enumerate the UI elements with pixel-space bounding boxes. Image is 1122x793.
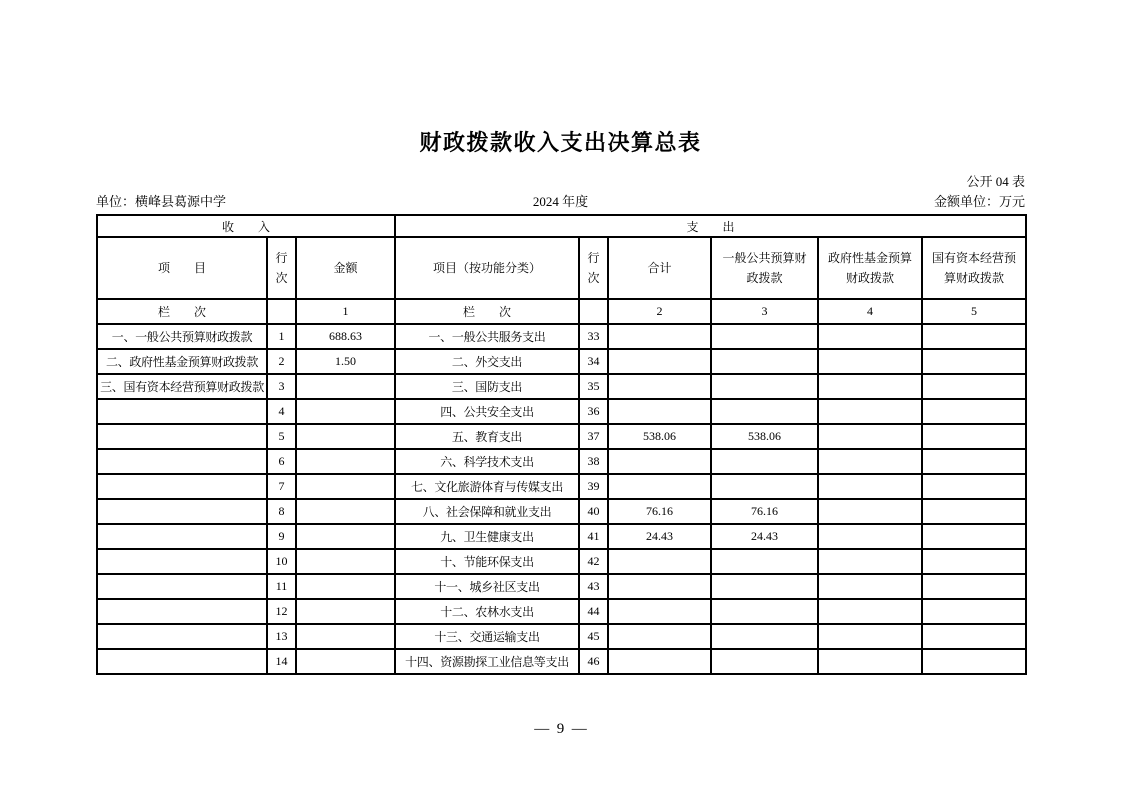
table-row [97,374,1026,399]
cell-total [608,349,711,374]
cell-gov-fund [818,574,922,599]
section-header-income: 收 入 [97,215,395,237]
cell-general [711,574,818,599]
cell-income-amount [296,399,395,424]
cell-general [711,599,818,624]
fiscal-table [96,214,1027,675]
cell-general [711,349,818,374]
table-code: 公开 04 表 [966,174,1025,189]
cell-expense-item: 七、文化旅游体育与传媒支出 [395,474,579,499]
column-index-row [97,299,1026,324]
table-row [97,549,1026,574]
cell-income-item [97,399,267,424]
cell-expense-no: 39 [579,474,608,499]
cell-income-no: 3 [267,374,296,399]
cell-income-item [97,499,267,524]
cell-general [711,474,818,499]
cell-income-item: 一、一般公共预算财政拨款 [97,324,267,349]
unit-label: 单位：横峰县葛源中学 [96,194,227,209]
col-header-general-budget: 一般公共预算财政拨款 [711,237,818,299]
cell-state-capital [922,524,1026,549]
cell-income-amount [296,574,395,599]
cell-state-capital [922,349,1026,374]
page-number: — 9 — [534,721,587,737]
cell-general: 76.16 [711,499,818,524]
index-income-label: 栏 次 [97,299,267,324]
cell-expense-item: 八、社会保障和就业支出 [395,499,579,524]
cell-gov-fund [818,649,922,674]
cell-income-amount [296,499,395,524]
col-header-expense-row-no: 行次 [579,237,608,299]
cell-expense-no: 41 [579,524,608,549]
cell-gov-fund [818,549,922,574]
cell-general [711,374,818,399]
cell-expense-item: 十二、农林水支出 [395,599,579,624]
table-row [97,324,1026,349]
cell-expense-item: 十、节能环保支出 [395,549,579,574]
column-header-row [97,237,1026,299]
cell-income-item: 三、国有资本经营预算财政拨款 [97,374,267,399]
cell-expense-item: 九、卫生健康支出 [395,524,579,549]
table-body [97,324,1026,674]
cell-total: 538.06 [608,424,711,449]
cell-income-amount: 1.50 [296,349,395,374]
cell-income-amount [296,624,395,649]
index-state-capital-no: 5 [922,299,1026,324]
page-content [96,0,1025,738]
cell-general [711,324,818,349]
cell-total [608,549,711,574]
table-row [97,424,1026,449]
cell-general [711,399,818,424]
meta-row [96,191,1025,214]
cell-expense-item: 五、教育支出 [395,424,579,449]
cell-expense-no: 46 [579,649,608,674]
table-row [97,599,1026,624]
cell-state-capital [922,574,1026,599]
cell-expense-item: 四、公共安全支出 [395,399,579,424]
cell-expense-item: 十四、资源勘探工业信息等支出 [395,649,579,674]
cell-general [711,649,818,674]
cell-state-capital [922,624,1026,649]
cell-state-capital [922,399,1026,424]
cell-total [608,624,711,649]
cell-income-item [97,524,267,549]
cell-income-amount [296,424,395,449]
cell-gov-fund [818,499,922,524]
cell-income-item [97,574,267,599]
cell-expense-no: 38 [579,449,608,474]
cell-income-amount [296,449,395,474]
cell-expense-item: 二、外交支出 [395,349,579,374]
cell-income-no: 12 [267,599,296,624]
cell-income-no: 7 [267,474,296,499]
cell-income-no: 10 [267,549,296,574]
cell-income-item: 二、政府性基金预算财政拨款 [97,349,267,374]
cell-state-capital [922,474,1026,499]
cell-income-no: 9 [267,524,296,549]
cell-income-item [97,449,267,474]
cell-income-item [97,424,267,449]
cell-total [608,574,711,599]
cell-expense-item: 十一、城乡社区支出 [395,574,579,599]
cell-gov-fund [818,449,922,474]
cell-gov-fund [818,599,922,624]
cell-income-no: 5 [267,424,296,449]
cell-general [711,549,818,574]
table-row [97,574,1026,599]
cell-state-capital [922,374,1026,399]
year-label: 2024 年度 [532,194,589,209]
cell-total: 76.16 [608,499,711,524]
cell-expense-no: 43 [579,574,608,599]
cell-income-item [97,549,267,574]
cell-state-capital [922,499,1026,524]
cell-expense-no: 33 [579,324,608,349]
table-row [97,474,1026,499]
cell-income-amount [296,599,395,624]
cell-income-item [97,649,267,674]
page-title: 财政拨款收入支出决算总表 [419,130,702,155]
cell-gov-fund [818,624,922,649]
cell-expense-item: 一、一般公共服务支出 [395,324,579,349]
index-gov-fund-no: 4 [818,299,922,324]
cell-income-no: 14 [267,649,296,674]
cell-income-amount [296,524,395,549]
table-row [97,399,1026,424]
cell-expense-no: 42 [579,549,608,574]
section-header-row [97,215,1026,237]
cell-state-capital [922,449,1026,474]
section-header-expense: 支 出 [395,215,1026,237]
index-expense-no [579,299,608,324]
cell-total [608,649,711,674]
index-general-no: 3 [711,299,818,324]
cell-expense-item: 三、国防支出 [395,374,579,399]
cell-expense-no: 36 [579,399,608,424]
col-header-expense-item: 项目（按功能分类） [395,237,579,299]
cell-gov-fund [818,474,922,499]
cell-income-no: 2 [267,349,296,374]
table-row [97,449,1026,474]
cell-gov-fund [818,524,922,549]
table-row [97,524,1026,549]
cell-income-no: 13 [267,624,296,649]
cell-expense-no: 44 [579,599,608,624]
cell-general: 24.43 [711,524,818,549]
cell-total [608,324,711,349]
cell-general: 538.06 [711,424,818,449]
col-header-income-row-no: 行次 [267,237,296,299]
index-total-no: 2 [608,299,711,324]
cell-gov-fund [818,324,922,349]
cell-total [608,374,711,399]
cell-general [711,624,818,649]
cell-total: 24.43 [608,524,711,549]
cell-total [608,474,711,499]
cell-expense-item: 十三、交通运输支出 [395,624,579,649]
index-expense-label: 栏 次 [395,299,579,324]
cell-state-capital [922,324,1026,349]
cell-income-no: 6 [267,449,296,474]
cell-income-item [97,624,267,649]
cell-gov-fund [818,399,922,424]
table-row [97,349,1026,374]
cell-expense-no: 40 [579,499,608,524]
cell-income-no: 11 [267,574,296,599]
cell-income-amount [296,649,395,674]
cell-income-no: 8 [267,499,296,524]
cell-expense-no: 45 [579,624,608,649]
col-header-state-capital: 国有资本经营预算财政拨款 [922,237,1026,299]
col-header-gov-fund: 政府性基金预算财政拨款 [818,237,922,299]
col-header-income-item: 项 目 [97,237,267,299]
cell-income-no: 4 [267,399,296,424]
table-row [97,649,1026,674]
cell-gov-fund [818,374,922,399]
cell-income-amount [296,374,395,399]
index-income-no [267,299,296,324]
cell-income-item [97,474,267,499]
amount-unit-label: 金额单位：万元 [933,194,1025,209]
cell-expense-no: 37 [579,424,608,449]
cell-income-amount: 688.63 [296,324,395,349]
cell-state-capital [922,549,1026,574]
cell-income-amount [296,549,395,574]
cell-expense-item: 六、科学技术支出 [395,449,579,474]
cell-state-capital [922,649,1026,674]
index-income-amount-no: 1 [296,299,395,324]
cell-income-item [97,599,267,624]
table-row [97,624,1026,649]
cell-total [608,399,711,424]
cell-total [608,599,711,624]
cell-income-no: 1 [267,324,296,349]
cell-total [608,449,711,474]
table-row [97,499,1026,524]
col-header-total: 合计 [608,237,711,299]
cell-expense-no: 34 [579,349,608,374]
cell-state-capital [922,599,1026,624]
cell-gov-fund [818,424,922,449]
cell-state-capital [922,424,1026,449]
cell-income-amount [296,474,395,499]
col-header-income-amount: 金额 [296,237,395,299]
cell-expense-no: 35 [579,374,608,399]
cell-general [711,449,818,474]
cell-gov-fund [818,349,922,374]
